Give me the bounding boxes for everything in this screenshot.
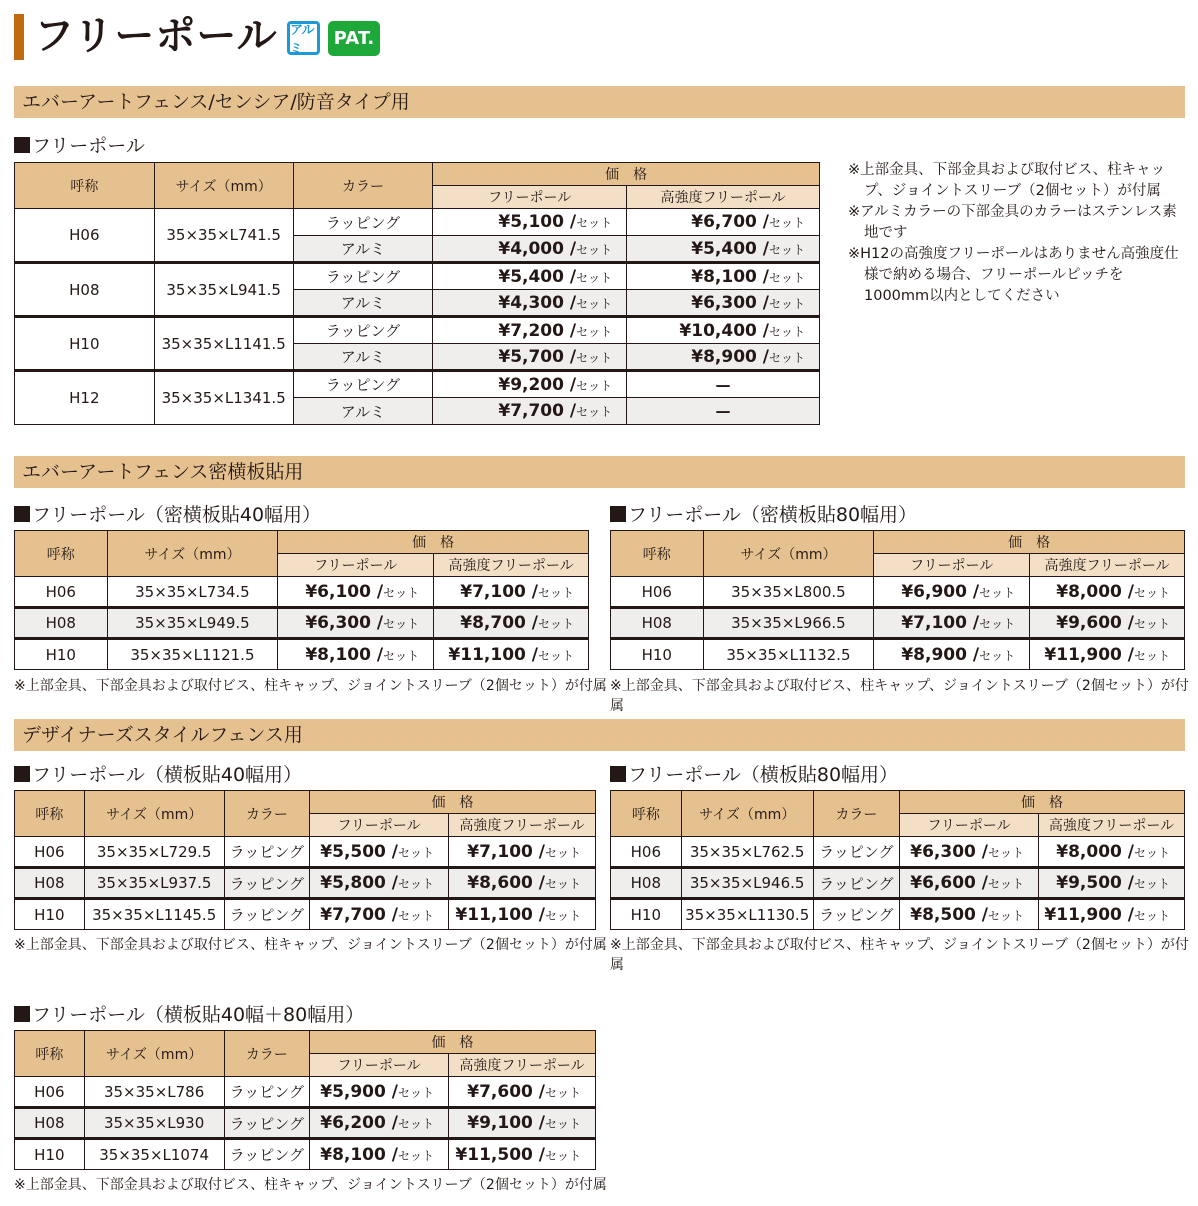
table-row: H06 35×35×L734.5 ¥6,100 /セット ¥7,100 /セット: [15, 577, 589, 608]
price-table: 呼称 サイズ（mm） カラー 価 格 フリーポール 高強度フリーポール H06 35×35×L786 ラッピング ¥5,900 /セット ¥7,600 /セット H08 35×35×L930 ラッピング ¥6,200 /セット ¥9,100 /セット H10 35×35×L1074 ラッピング ¥8,100 /セット ¥11,500 /セット: [14, 1030, 596, 1170]
table-row: H10 35×35×L1130.5 ラッピング ¥8,500 /セット ¥11,900 /セット: [611, 899, 1185, 930]
table-row: H06 35×35×L729.5 ラッピング ¥5,500 /セット ¥7,100 /セット: [15, 837, 596, 868]
table-note: ※上部金具、下部金具および取付ビス、柱キャップ、ジョイントスリーブ（2個セット）が付属: [610, 678, 1189, 714]
side-notes: ※上部金具、下部金具および取付ビス、柱キャップ、ジョイントスリーブ（2個セット）が付属 ※アルミカラーの下部金具のカラーはステンレス素地です ※H12の高強度フリーポールはありません高強度仕様で納める場合、フリーポールピッチを1000mm以内としてください: [848, 162, 1179, 304]
price-table: 呼称 サイズ（mm） 価 格 フリーポール 高強度フリーポール H06 35×35×L734.5 ¥6,100 /セット ¥7,100 /セット H08 35×35×L949.5 ¥6,300 /セット ¥8,700 /セット H10 35×35×L1121.5 ¥8,100 /セット ¥11,100 /セット: [14, 530, 589, 670]
square-bullet-icon: [610, 766, 626, 782]
table-note: ※上部金具、下部金具および取付ビス、柱キャップ、ジョイントスリーブ（2個セット）が付属: [610, 937, 1189, 973]
page-title: フリーポール: [34, 13, 278, 59]
table-row: H08 35×35×L946.5 ラッピング ¥6,600 /セット ¥9,500 /セット: [611, 868, 1185, 899]
table-row: H10 35×35×L1132.5 ¥8,900 /セット ¥11,900 /セット: [611, 639, 1185, 670]
square-bullet-icon: [14, 1006, 30, 1022]
alumi-badge-icon: アルミ: [287, 21, 320, 55]
col-high-strength: 高強度フリーポール: [627, 186, 820, 209]
table-title: フリーポール（密横板貼40幅用）: [14, 503, 321, 527]
price-table: [14, 162, 820, 425]
table-row: アルミ ¥4,300 /セット ¥6,300 /セット: [15, 290, 820, 317]
section-header: エバーアートフェンス密横板貼用: [14, 456, 1185, 488]
col-size: サイズ（mm）: [154, 163, 293, 209]
table-note: ※上部金具、下部金具および取付ビス、柱キャップ、ジョイントスリーブ（2個セット）が付属: [14, 678, 607, 694]
section-header: デザイナーズスタイルフェンス用: [14, 719, 1185, 751]
price-table: 呼称 サイズ（mm） カラー 価 格 フリーポール 高強度フリーポール H06 35×35×L762.5 ラッピング ¥6,300 /セット ¥8,000 /セット H08 35×35×L946.5 ラッピング ¥6,600 /セット ¥9,500 /セット H10 35×35×L1130.5 ラッピング ¥8,500 /セット ¥11,900 /セット: [610, 790, 1185, 930]
table-title: フリーポール: [14, 134, 145, 158]
table-row: H10 35×35×L1145.5 ラッピング ¥7,700 /セット ¥11,100 /セット: [15, 899, 596, 930]
table-row: H06 35×35×L741.5 ラッピング ¥5,100 /セット ¥6,700 /セット: [15, 209, 820, 236]
square-bullet-icon: [14, 137, 30, 153]
square-bullet-icon: [610, 506, 626, 522]
square-bullet-icon: [14, 506, 30, 522]
price-table: 呼称 サイズ（mm） 価 格 フリーポール 高強度フリーポール H06 35×35×L800.5 ¥6,900 /セット ¥8,000 /セット H08 35×35×L966.5 ¥7,100 /セット ¥9,600 /セット H10 35×35×L1132.5 ¥8,900 /セット ¥11,900 /セット: [610, 530, 1185, 670]
table-row: H12 35×35×L1341.5 ラッピング ¥9,200 /セット —: [15, 371, 820, 398]
table-note: ※上部金具、下部金具および取付ビス、柱キャップ、ジョイントスリーブ（2個セット）が付属: [14, 937, 607, 953]
table-row: アルミ ¥5,700 /セット ¥8,900 /セット: [15, 344, 820, 371]
section-header: エバーアートフェンス/センシア/防音タイプ用: [14, 86, 1185, 118]
table-title: フリーポール（横板貼40幅用）: [14, 763, 302, 787]
col-free-pole: フリーポール: [433, 186, 627, 209]
table-row: H10 35×35×L1074 ラッピング ¥8,100 /セット ¥11,500 /セット: [15, 1139, 596, 1170]
table-row: H10 35×35×L1121.5 ¥8,100 /セット ¥11,100 /セット: [15, 639, 589, 670]
table-title: フリーポール（密横板貼80幅用）: [610, 503, 917, 527]
col-color: カラー: [293, 163, 433, 209]
price-table: 呼称 サイズ（mm） カラー 価 格 フリーポール 高強度フリーポール H06 35×35×L729.5 ラッピング ¥5,500 /セット ¥7,100 /セット H08 35×35×L937.5 ラッピング ¥5,800 /セット ¥8,600 /セット H10 35×35×L1145.5 ラッピング ¥7,700 /セット ¥11,100 /セット: [14, 790, 596, 930]
table-row: H06 35×35×L800.5 ¥6,900 /セット ¥8,000 /セット: [611, 577, 1185, 608]
title-accent-bar: [14, 14, 24, 60]
table-row: アルミ ¥7,700 /セット —: [15, 398, 820, 425]
col-name: 呼称: [15, 163, 155, 209]
table-note: ※上部金具、下部金具および取付ビス、柱キャップ、ジョイントスリーブ（2個セット）が付属: [14, 1177, 607, 1193]
table-row: H08 35×35×L941.5 ラッピング ¥5,400 /セット ¥8,100 /セット: [15, 263, 820, 290]
table-row: H08 35×35×L949.5 ¥6,300 /セット ¥8,700 /セット: [15, 608, 589, 639]
table-title: フリーポール（横板貼80幅用）: [610, 763, 898, 787]
table-row: H10 35×35×L1141.5 ラッピング ¥7,200 /セット ¥10,400 /セット: [15, 317, 820, 344]
table-row: H08 35×35×L930 ラッピング ¥6,200 /セット ¥9,100 /セット: [15, 1108, 596, 1139]
col-price: 価 格: [433, 163, 820, 186]
table-row: H06 35×35×L762.5 ラッピング ¥6,300 /セット ¥8,000 /セット: [611, 837, 1185, 868]
table-row: H08 35×35×L966.5 ¥7,100 /セット ¥9,600 /セット: [611, 608, 1185, 639]
table-row: H06 35×35×L786 ラッピング ¥5,900 /セット ¥7,600 /セット: [15, 1077, 596, 1108]
table-title: フリーポール（横板貼40幅＋80幅用）: [14, 1003, 364, 1027]
table-row: H08 35×35×L937.5 ラッピング ¥5,800 /セット ¥8,600 /セット: [15, 868, 596, 899]
table-row: アルミ ¥4,000 /セット ¥5,400 /セット: [15, 236, 820, 263]
pat-badge-icon: PAT.: [328, 21, 380, 56]
square-bullet-icon: [14, 766, 30, 782]
